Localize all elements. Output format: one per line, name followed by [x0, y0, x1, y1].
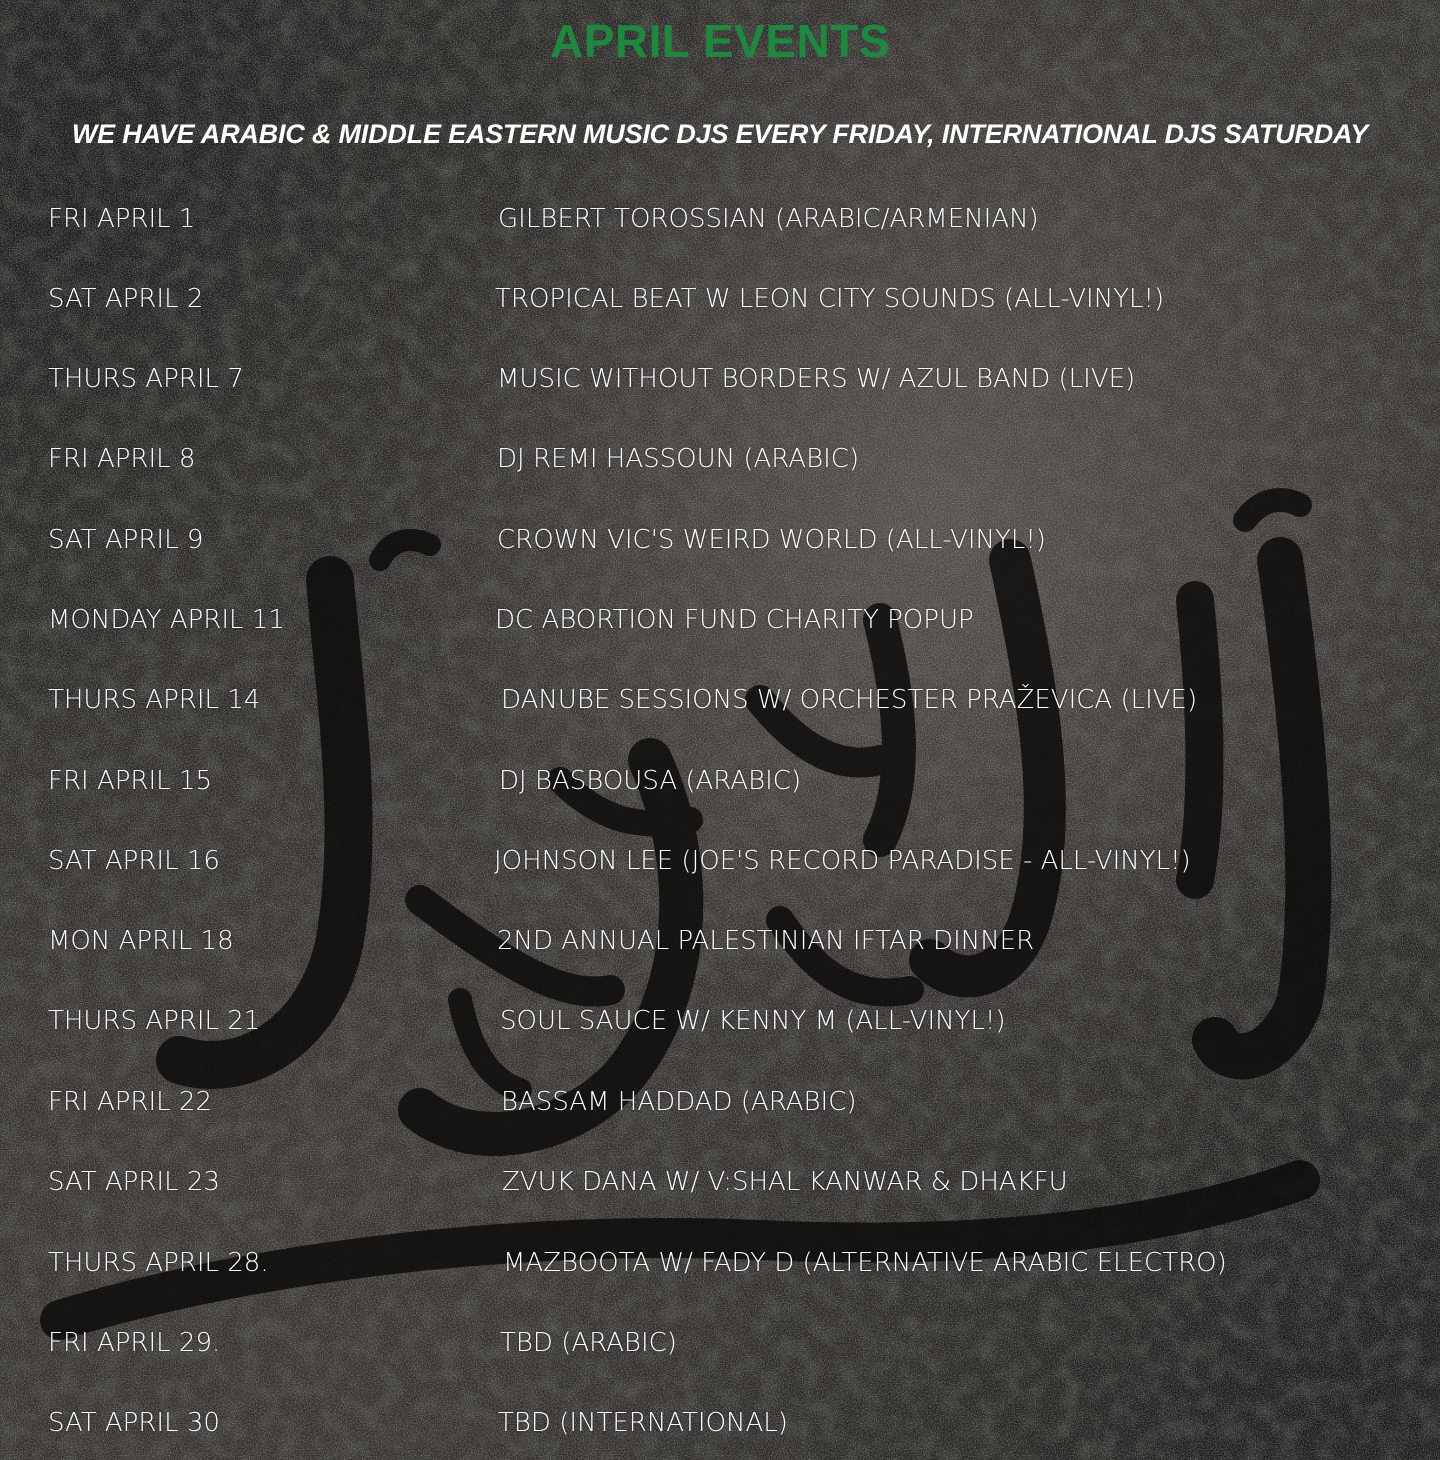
event-row	[0, 678, 1440, 722]
event-row	[0, 277, 1440, 321]
event-name: ZVUK DANA W/ V:SHAL KANWAR & DHAKFU	[502, 1167, 1068, 1197]
event-date: FRI APRIL 8	[48, 444, 196, 474]
event-row	[0, 197, 1440, 241]
event-name: SOUL SAUCE W/ KENNY M (ALL-VINYL!)	[500, 1006, 1006, 1036]
event-row	[0, 1241, 1440, 1285]
event-date: MON APRIL 18	[48, 926, 234, 956]
event-name: DC ABORTION FUND CHARITY POPUP	[495, 605, 974, 635]
event-row	[0, 518, 1440, 562]
event-date: THURS APRIL 14	[48, 685, 261, 715]
event-row	[0, 919, 1440, 963]
event-name: MUSIC WITHOUT BORDERS W/ AZUL BAND (LIVE)	[497, 364, 1136, 394]
event-row	[0, 1321, 1440, 1365]
event-name: TBD (ARABIC)	[500, 1328, 677, 1358]
event-date: SAT APRIL 16	[48, 846, 220, 876]
event-date: SAT APRIL 30	[48, 1408, 220, 1438]
event-row	[0, 437, 1440, 481]
page-title: APRIL EVENTS	[550, 15, 890, 67]
event-name: TBD (INTERNATIONAL)	[498, 1408, 788, 1438]
event-row	[0, 1401, 1440, 1445]
event-date: SAT APRIL 9	[48, 525, 204, 555]
event-date: THURS APRIL 7	[48, 364, 244, 394]
event-name: DJ REMI HASSOUN (ARABIC)	[497, 444, 860, 474]
event-name: GILBERT TOROSSIAN (ARABIC/ARMENIAN)	[498, 204, 1039, 234]
event-name: 2ND ANNUAL PALESTINIAN IFTAR DINNER	[497, 926, 1035, 956]
event-row	[0, 598, 1440, 642]
event-date: FRI APRIL 22	[48, 1087, 212, 1117]
event-name: JOHNSON LEE (JOE'S RECORD PARADISE - ALL-VINYL!)	[494, 846, 1191, 876]
event-date: MONDAY APRIL 11	[48, 605, 285, 635]
event-name: MAZBOOTA W/ FADY D (ALTERNATIVE ARABIC ELECTRO)	[503, 1248, 1227, 1278]
event-row	[0, 999, 1440, 1043]
event-date: SAT APRIL 2	[48, 284, 204, 314]
event-date: THURS APRIL 28.	[48, 1248, 269, 1278]
event-date: FRI APRIL 15	[48, 766, 212, 796]
event-row	[0, 1080, 1440, 1124]
event-name: DANUBE SESSIONS W/ ORCHESTER PRAŽEVICA (LIVE)	[501, 685, 1198, 715]
event-row	[0, 357, 1440, 401]
event-name: BASSAM HADDAD (ARABIC)	[501, 1087, 857, 1117]
event-row	[0, 1160, 1440, 1204]
event-date: FRI APRIL 29.	[48, 1328, 221, 1358]
event-name: DJ BASBOUSA (ARABIC)	[499, 766, 802, 796]
event-name: CROWN VIC'S WEIRD WORLD (ALL-VINYL!)	[497, 525, 1046, 555]
event-date: FRI APRIL 1	[48, 204, 196, 234]
event-name: TROPICAL BEAT W LEON CITY SOUNDS (ALL-VINYL!)	[495, 284, 1165, 314]
event-row	[0, 839, 1440, 883]
event-row	[0, 759, 1440, 803]
page-subtitle: WE HAVE ARABIC & MIDDLE EASTERN MUSIC DJS EVERY FRIDAY, INTERNATIONAL DJS SATURDAY	[71, 119, 1369, 149]
event-date: THURS APRIL 21	[48, 1006, 261, 1036]
event-date: SAT APRIL 23	[48, 1167, 220, 1197]
